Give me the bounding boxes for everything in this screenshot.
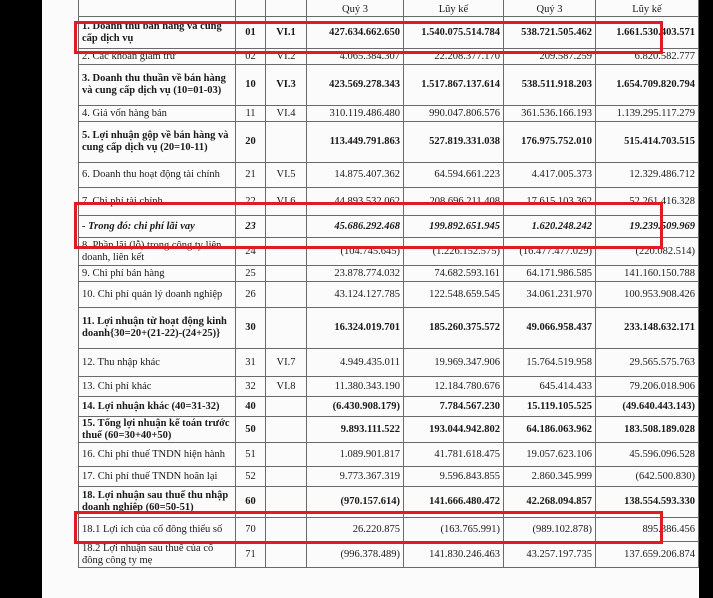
row-note: VI.1 xyxy=(266,17,307,49)
row-code: 52 xyxy=(236,467,266,487)
value-q3-current: 4.065.384.307 xyxy=(307,49,404,65)
row-note xyxy=(266,487,307,518)
row-note xyxy=(266,443,307,467)
value-q3-current: (6.430.908.179) xyxy=(307,397,404,417)
table-row xyxy=(79,65,699,106)
value-q3-prior: 209.587.259 xyxy=(504,49,596,65)
row-note: VI.8 xyxy=(266,377,307,397)
table-row xyxy=(79,266,699,282)
row-code: 22 xyxy=(236,188,266,216)
row-code: 32 xyxy=(236,377,266,397)
value-ytd-current: 193.044.942.802 xyxy=(404,417,504,443)
value-q3-prior: 1.620.248.242 xyxy=(504,216,596,238)
value-q3-current: 113.449.791.863 xyxy=(307,122,404,163)
right-black-border xyxy=(699,0,713,598)
value-q3-prior: 64.171.986.585 xyxy=(504,266,596,282)
value-ytd-prior: 1.661.530.403.571 xyxy=(596,17,699,49)
value-q3-prior: 49.066.958.437 xyxy=(504,308,596,349)
row-note xyxy=(266,542,307,568)
value-q3-current: 44.893.532.062 xyxy=(307,188,404,216)
value-ytd-prior: 100.953.908.426 xyxy=(596,282,699,308)
value-ytd-prior: 1.654.709.820.794 xyxy=(596,65,699,106)
value-q3-current: 423.569.278.343 xyxy=(307,65,404,106)
row-label: 18. Lợi nhuận sau thuế thu nhập doanh nghiệp (60=50-51) xyxy=(79,487,236,518)
value-q3-prior: 361.536.166.193 xyxy=(504,106,596,122)
value-q3-current: 14.875.407.362 xyxy=(307,163,404,188)
value-q3-current: (104.745.645) xyxy=(307,238,404,266)
table-row xyxy=(79,216,699,238)
value-q3-prior: 15.764.519.958 xyxy=(504,349,596,377)
value-ytd-prior: (49.640.443.143) xyxy=(596,397,699,417)
row-label: 15. Tổng lợi nhuận kế toán trước thuế (60=30+40+50) xyxy=(79,417,236,443)
value-q3-prior: (989.102.878) xyxy=(504,518,596,542)
row-label: 17. Chi phí thuế TNDN hoãn lại xyxy=(79,467,236,487)
row-note: VI.2 xyxy=(266,49,307,65)
value-q3-current: 310.119.486.480 xyxy=(307,106,404,122)
value-q3-current: 4.949.435.011 xyxy=(307,349,404,377)
row-note xyxy=(266,122,307,163)
row-note: VI.5 xyxy=(266,163,307,188)
value-q3-prior: 176.975.752.010 xyxy=(504,122,596,163)
value-ytd-current: (1.226.152.575) xyxy=(404,238,504,266)
value-ytd-current: (163.765.991) xyxy=(404,518,504,542)
table-row xyxy=(79,238,699,266)
table-row xyxy=(79,282,699,308)
row-code: 71 xyxy=(236,542,266,568)
value-q3-current: 1.089.901.817 xyxy=(307,443,404,467)
row-label: 16. Chi phí thuế TNDN hiện hành xyxy=(79,443,236,467)
row-label: 18.1 Lợi ích của cổ đông thiểu số xyxy=(79,518,236,542)
value-q3-current: 427.634.662.650 xyxy=(307,17,404,49)
row-label: 8. Phần lãi (lỗ) trong công ty liên doanh, liên kết xyxy=(79,238,236,266)
row-code: 50 xyxy=(236,417,266,443)
table-row xyxy=(79,377,699,397)
value-ytd-prior: 895.386.456 xyxy=(596,518,699,542)
row-label: 18.2 Lợi nhuận sau thuế của cổ đông công ty mẹ xyxy=(79,542,236,568)
value-ytd-prior: 1.139.295.117.279 xyxy=(596,106,699,122)
value-q3-prior: 645.414.433 xyxy=(504,377,596,397)
row-code: 23 xyxy=(236,216,266,238)
value-q3-current: 9.773.367.319 xyxy=(307,467,404,487)
value-ytd-current: 208.696.211.408 xyxy=(404,188,504,216)
table-row xyxy=(79,397,699,417)
value-q3-current: 23.878.774.032 xyxy=(307,266,404,282)
row-label: 14. Lợi nhuận khác (40=31-32) xyxy=(79,397,236,417)
value-ytd-prior: 138.554.593.330 xyxy=(596,487,699,518)
row-note: VI.7 xyxy=(266,349,307,377)
row-label: 3. Doanh thu thuần về bán hàng và cung cấp dịch vụ (10=01-03) xyxy=(79,65,236,106)
value-ytd-prior: 141.160.150.788 xyxy=(596,266,699,282)
row-note xyxy=(266,397,307,417)
table-row xyxy=(79,49,699,65)
value-q3-prior: 538.511.918.203 xyxy=(504,65,596,106)
value-ytd-prior: 12.329.486.712 xyxy=(596,163,699,188)
value-q3-prior: 17.615.103.362 xyxy=(504,188,596,216)
value-q3-prior: 19.057.623.106 xyxy=(504,443,596,467)
row-label: 2. Các khoản giảm trừ xyxy=(79,49,236,65)
row-label: 10. Chi phí quản lý doanh nghiệp xyxy=(79,282,236,308)
value-q3-prior: 64.186.063.962 xyxy=(504,417,596,443)
value-ytd-prior: 45.596.096.528 xyxy=(596,443,699,467)
value-ytd-prior: 515.414.703.515 xyxy=(596,122,699,163)
table-body xyxy=(79,0,699,568)
table-row xyxy=(79,443,699,467)
header-cell xyxy=(79,0,236,17)
row-note: VI.3 xyxy=(266,65,307,106)
table-row xyxy=(79,17,699,49)
value-ytd-current: 22.208.377.170 xyxy=(404,49,504,65)
row-code: 02 xyxy=(236,49,266,65)
value-ytd-current: 1.540.075.514.784 xyxy=(404,17,504,49)
income-statement-table xyxy=(78,0,699,568)
value-q3-prior: 4.417.005.373 xyxy=(504,163,596,188)
value-ytd-current: 74.682.593.161 xyxy=(404,266,504,282)
value-ytd-current: 9.596.843.855 xyxy=(404,467,504,487)
value-ytd-current: 527.819.331.038 xyxy=(404,122,504,163)
value-ytd-prior: 233.148.632.171 xyxy=(596,308,699,349)
value-q3-prior: 43.257.197.735 xyxy=(504,542,596,568)
row-code: 01 xyxy=(236,17,266,49)
value-ytd-current: 41.781.618.475 xyxy=(404,443,504,467)
row-label: 7. Chi phí tài chính xyxy=(79,188,236,216)
row-code: 70 xyxy=(236,518,266,542)
value-q3-prior: 2.860.345.999 xyxy=(504,467,596,487)
table-row xyxy=(79,518,699,542)
row-label: 4. Giá vốn hàng bán xyxy=(79,106,236,122)
row-code: 31 xyxy=(236,349,266,377)
row-note xyxy=(266,518,307,542)
value-ytd-current: 19.969.347.906 xyxy=(404,349,504,377)
value-q3-current: 26.220.875 xyxy=(307,518,404,542)
header-ytd-prior: Lũy kế xyxy=(596,0,699,17)
table-row xyxy=(79,106,699,122)
row-label: - Trong đó: chi phí lãi vay xyxy=(79,216,236,238)
row-note: VI.4 xyxy=(266,106,307,122)
value-ytd-current: 199.892.651.945 xyxy=(404,216,504,238)
value-ytd-current: 141.830.246.463 xyxy=(404,542,504,568)
value-ytd-current: 990.047.806.576 xyxy=(404,106,504,122)
row-note xyxy=(266,216,307,238)
header-q3-prior: Quý 3 xyxy=(504,0,596,17)
row-code: 25 xyxy=(236,266,266,282)
scanned-document-sheet xyxy=(42,0,699,598)
table-row xyxy=(79,349,699,377)
row-code: 30 xyxy=(236,308,266,349)
value-ytd-prior: (642.500.830) xyxy=(596,467,699,487)
value-q3-prior: 15.119.105.525 xyxy=(504,397,596,417)
value-ytd-current: 7.784.567.230 xyxy=(404,397,504,417)
value-ytd-prior: 19.239.509.969 xyxy=(596,216,699,238)
value-q3-current: (996.378.489) xyxy=(307,542,404,568)
value-q3-prior: 42.268.094.857 xyxy=(504,487,596,518)
table-row xyxy=(79,163,699,188)
row-label: 12. Thu nhập khác xyxy=(79,349,236,377)
table-row xyxy=(79,487,699,518)
value-ytd-current: 12.184.780.676 xyxy=(404,377,504,397)
header-ytd-current: Lũy kế xyxy=(404,0,504,17)
table-row xyxy=(79,308,699,349)
value-ytd-prior: 79.206.018.906 xyxy=(596,377,699,397)
value-ytd-prior: 6.820.582.777 xyxy=(596,49,699,65)
row-label: 11. Lợi nhuận từ hoạt động kinh doanh{30=20+(21-22)-(24+25)} xyxy=(79,308,236,349)
value-q3-current: 43.124.127.785 xyxy=(307,282,404,308)
row-note xyxy=(266,266,307,282)
row-note xyxy=(266,467,307,487)
row-note: VI.6 xyxy=(266,188,307,216)
table-row xyxy=(79,467,699,487)
value-ytd-current: 141.666.480.472 xyxy=(404,487,504,518)
value-q3-current: 9.893.111.522 xyxy=(307,417,404,443)
row-label: 5. Lợi nhuận gộp về bán hàng và cung cấp dịch vụ (20=10-11) xyxy=(79,122,236,163)
table-row xyxy=(79,122,699,163)
row-note xyxy=(266,308,307,349)
row-code: 51 xyxy=(236,443,266,467)
value-ytd-current: 1.517.867.137.614 xyxy=(404,65,504,106)
value-q3-current: 11.380.343.190 xyxy=(307,377,404,397)
row-code: 40 xyxy=(236,397,266,417)
value-ytd-prior: 52.261.416.328 xyxy=(596,188,699,216)
table-row xyxy=(79,188,699,216)
row-note xyxy=(266,238,307,266)
row-note xyxy=(266,282,307,308)
value-q3-prior: 34.061.231.970 xyxy=(504,282,596,308)
value-ytd-prior: 183.508.189.028 xyxy=(596,417,699,443)
row-code: 11 xyxy=(236,106,266,122)
row-label: 1. Doanh thu bán hàng và cung cấp dịch vụ xyxy=(79,17,236,49)
value-q3-current: 45.686.292.468 xyxy=(307,216,404,238)
value-ytd-current: 64.594.661.223 xyxy=(404,163,504,188)
value-q3-current: 16.324.019.701 xyxy=(307,308,404,349)
row-code: 60 xyxy=(236,487,266,518)
value-q3-prior: 538.721.505.462 xyxy=(504,17,596,49)
header-q3-current: Quý 3 xyxy=(307,0,404,17)
row-note xyxy=(266,417,307,443)
value-ytd-prior: 29.565.575.763 xyxy=(596,349,699,377)
header-cell xyxy=(266,0,307,17)
header-cell xyxy=(236,0,266,17)
row-label: 6. Doanh thu hoạt động tài chính xyxy=(79,163,236,188)
table-row xyxy=(79,417,699,443)
row-code: 10 xyxy=(236,65,266,106)
value-q3-current: (970.157.614) xyxy=(307,487,404,518)
value-ytd-current: 185.260.375.572 xyxy=(404,308,504,349)
header-row xyxy=(79,0,699,17)
table-row xyxy=(79,542,699,568)
row-code: 20 xyxy=(236,122,266,163)
value-ytd-current: 122.548.659.545 xyxy=(404,282,504,308)
row-label: 9. Chi phí bán hàng xyxy=(79,266,236,282)
row-code: 24 xyxy=(236,238,266,266)
row-code: 21 xyxy=(236,163,266,188)
row-code: 26 xyxy=(236,282,266,308)
row-label: 13. Chi phí khác xyxy=(79,377,236,397)
value-ytd-prior: (220.082.514) xyxy=(596,238,699,266)
left-black-border xyxy=(0,0,42,598)
value-ytd-prior: 137.659.206.874 xyxy=(596,542,699,568)
value-q3-prior: (16.477.477.029) xyxy=(504,238,596,266)
